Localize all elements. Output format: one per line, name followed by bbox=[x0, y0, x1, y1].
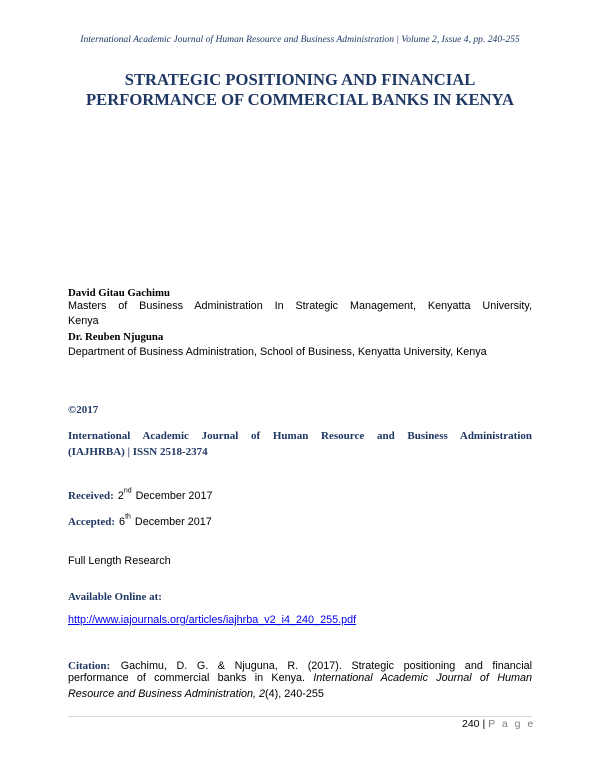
accepted-date bbox=[68, 512, 212, 530]
citation-journal-2: Resource and Business Administration, 2 bbox=[68, 688, 266, 700]
author-name-2: Dr. Reuben Njuguna bbox=[68, 331, 164, 343]
page-label: P a g e bbox=[488, 718, 536, 730]
page-number-value: 240 bbox=[462, 718, 480, 730]
received-date bbox=[68, 486, 212, 504]
author-name-1: David Gitau Gachimu bbox=[68, 287, 170, 299]
citation-issue-pages: (4), 240-255 bbox=[265, 688, 324, 700]
accepted-label: Accepted: bbox=[68, 516, 116, 528]
accepted-day: 6 bbox=[119, 516, 126, 528]
author-affiliation-2: Department of Business Administration, School of Business, Kenyatta University, Kenya bbox=[68, 346, 487, 358]
title-line-1: STRATEGIC POSITIONING AND FINANCIAL bbox=[124, 70, 476, 89]
journal-name-line-2: (IAJHRBA) | ISSN 2518-2374 bbox=[68, 446, 208, 458]
article-url-link[interactable]: http://www.iajournals.org/articles/iajhrba_v2_i4_240_255.pdf bbox=[68, 614, 357, 626]
citation-text-1: Gachimu, D. G. & Njuguna, R. (2017). Strategic positioning and financial bbox=[120, 660, 532, 672]
accepted-suffix: th bbox=[125, 513, 131, 521]
received-month-year: December 2017 bbox=[135, 490, 213, 502]
copyright: ©2017 bbox=[68, 404, 99, 416]
article-type: Full Length Research bbox=[68, 555, 171, 567]
citation-journal-1: International Academic Journal of Human bbox=[313, 672, 533, 684]
author-affiliation-1-cont: Kenya bbox=[68, 315, 99, 327]
received-suffix: nd bbox=[123, 487, 132, 495]
available-online-label: Available Online at: bbox=[68, 591, 162, 603]
accepted-month-year: December 2017 bbox=[134, 516, 212, 528]
title-line-2: PERFORMANCE OF COMMERCIAL BANKS IN KENYA bbox=[86, 90, 514, 109]
citation-line-3 bbox=[68, 688, 324, 700]
citation-label: Citation: bbox=[68, 660, 111, 672]
citation-line-2 bbox=[68, 672, 532, 684]
footer-divider bbox=[68, 716, 532, 717]
page-number bbox=[462, 718, 535, 730]
citation-text-2: performance of commercial banks in Kenya. bbox=[68, 672, 305, 684]
author-affiliation-1: Masters of Business Administration In Strategic Management, Kenyatta University, bbox=[68, 300, 532, 312]
received-day: 2 bbox=[117, 490, 124, 502]
journal-name-line-1: International Academic Journal of Human Resource and Business Administration bbox=[68, 430, 532, 442]
received-label: Received: bbox=[68, 490, 114, 502]
paper-title bbox=[60, 70, 540, 110]
page-number-separator: | bbox=[482, 718, 486, 730]
running-header: International Academic Journal of Human Resource and Business Administration | Volume 2, Issue 4, pp. 240-255 bbox=[80, 34, 520, 45]
